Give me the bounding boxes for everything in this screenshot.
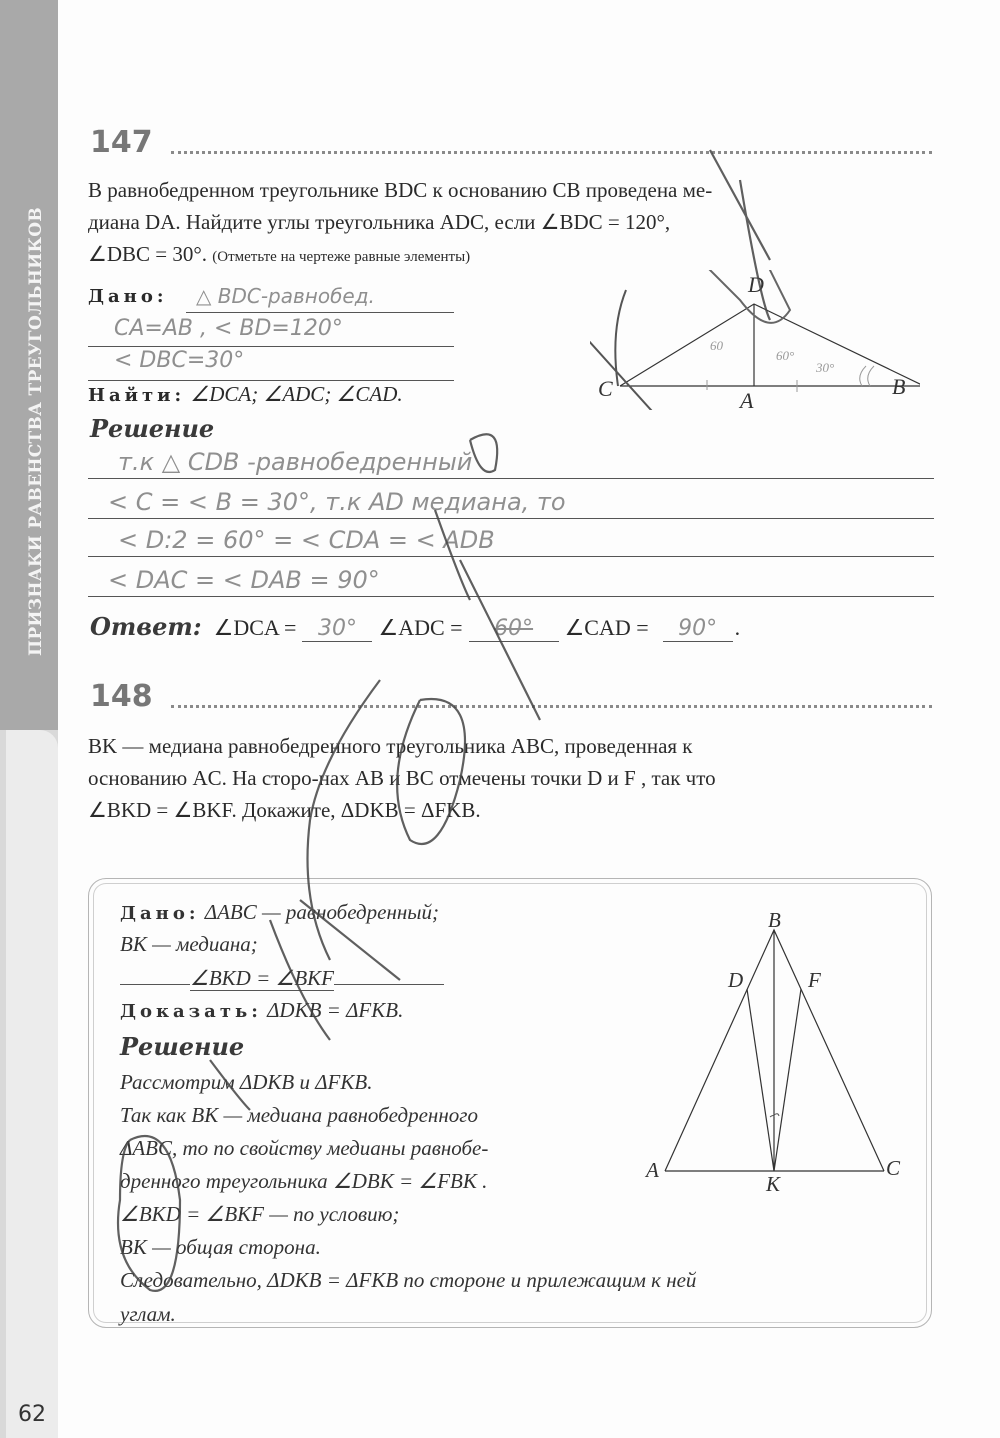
svg-text:A: A — [740, 388, 754, 410]
svg-text:F: F — [808, 968, 821, 992]
page-number: 62 — [18, 1402, 46, 1427]
svg-text:A: A — [646, 1158, 659, 1182]
svg-text:D: D — [728, 968, 744, 992]
given-line-3: ∠BKD = ∠BKF — [120, 962, 444, 995]
solution-heading: Решение — [120, 1032, 245, 1061]
task-148-statement: BK — медиана равнобедренного треугольника ABC, проведенная к основанию AC. На сторо-нах AB и BC отмечены точки D и F , так что ∠BKD = ∠BKF. Докажите, ΔDKB = ΔFKB. — [88, 734, 716, 822]
sidebar-margin — [0, 730, 58, 1438]
svg-text:30°: 30° — [816, 360, 835, 375]
solution-line-1: Рассмотрим ΔDKB и ΔFKB. — [120, 1070, 373, 1094]
dotted-divider — [171, 151, 932, 154]
find-row: Найти: ∠DCA; ∠ADC; ∠CAD. — [88, 382, 403, 406]
solution-line-1: т.к △ CDB -равнобедренный — [118, 448, 473, 476]
solution-line-3: ΔABC, то по свойству медианы равнобе- — [120, 1136, 489, 1160]
svg-text:C: C — [598, 376, 613, 401]
task-number: 147 — [90, 125, 153, 160]
given-line-2: CA=AB , < BD=120° — [114, 316, 343, 341]
solution-line-2: < C = < B = 30°, т.к AD медиана, то — [108, 488, 566, 516]
given-label: Дано: — [88, 286, 168, 307]
task-number: 148 — [90, 679, 153, 714]
task-147-header — [90, 125, 932, 160]
solution-line-7: Следовательно, ΔDKB = ΔFKB по стороне и прилежащим к ней — [120, 1268, 697, 1292]
svg-text:60: 60 — [710, 338, 723, 353]
task-148-header — [90, 679, 932, 714]
chapter-title: ПРИЗНАКИ РАВЕНСТВА ТРЕУГОЛЬНИКОВ — [26, 206, 46, 656]
prove-row: Доказать: ΔDKB = ΔFKB. — [120, 998, 404, 1022]
given-line-2: BK — медиана; — [120, 932, 258, 956]
svg-text:D: D — [748, 272, 764, 297]
solution-line-3: < D:2 = 60° = < CDA = < ADB — [118, 526, 495, 554]
svg-text:B: B — [892, 374, 906, 399]
svg-text:60°: 60° — [776, 348, 795, 363]
given-line-1: △ BDC-равнобед. — [196, 284, 375, 308]
solution-line-4: дренного треугольника ∠DBK = ∠FBK . — [120, 1169, 488, 1193]
given-row: Дано: ΔABC — равнобедренный; — [120, 900, 440, 924]
task-147-statement: В равнобедренном треугольнике BDC к основанию CB проведена ме- диана DA. Найдите углы треугольника ADC, если ∠BDC = 120°, ∠DBC = 30°. (Отметьте на чертеже равные элементы) — [88, 178, 713, 266]
given-line-3: < DBC=30° — [114, 348, 245, 373]
answer-row: Ответ: ∠DCA = 30° ∠ADC = 60° ∠CAD = 90° . — [90, 612, 741, 641]
solution-line-5: ∠BKD = ∠BKF — по условию; — [120, 1202, 400, 1226]
solution-line-6: BK — общая сторона. — [120, 1235, 321, 1259]
svg-text:B: B — [768, 908, 781, 932]
solution-line-4: < DAC = < DAB = 90° — [108, 566, 380, 594]
triangle-bdc-figure — [590, 270, 920, 410]
solution-heading: Решение — [90, 414, 215, 443]
dotted-divider — [171, 705, 932, 708]
triangle-abc-figure — [640, 905, 920, 1195]
chapter-sidebar — [0, 0, 58, 730]
svg-text:K: K — [766, 1172, 781, 1195]
solution-line-2: Так как BK — медиана равнобедренного — [120, 1103, 478, 1127]
solution-line-8: углам. — [120, 1302, 176, 1326]
svg-text:C: C — [886, 1156, 901, 1180]
